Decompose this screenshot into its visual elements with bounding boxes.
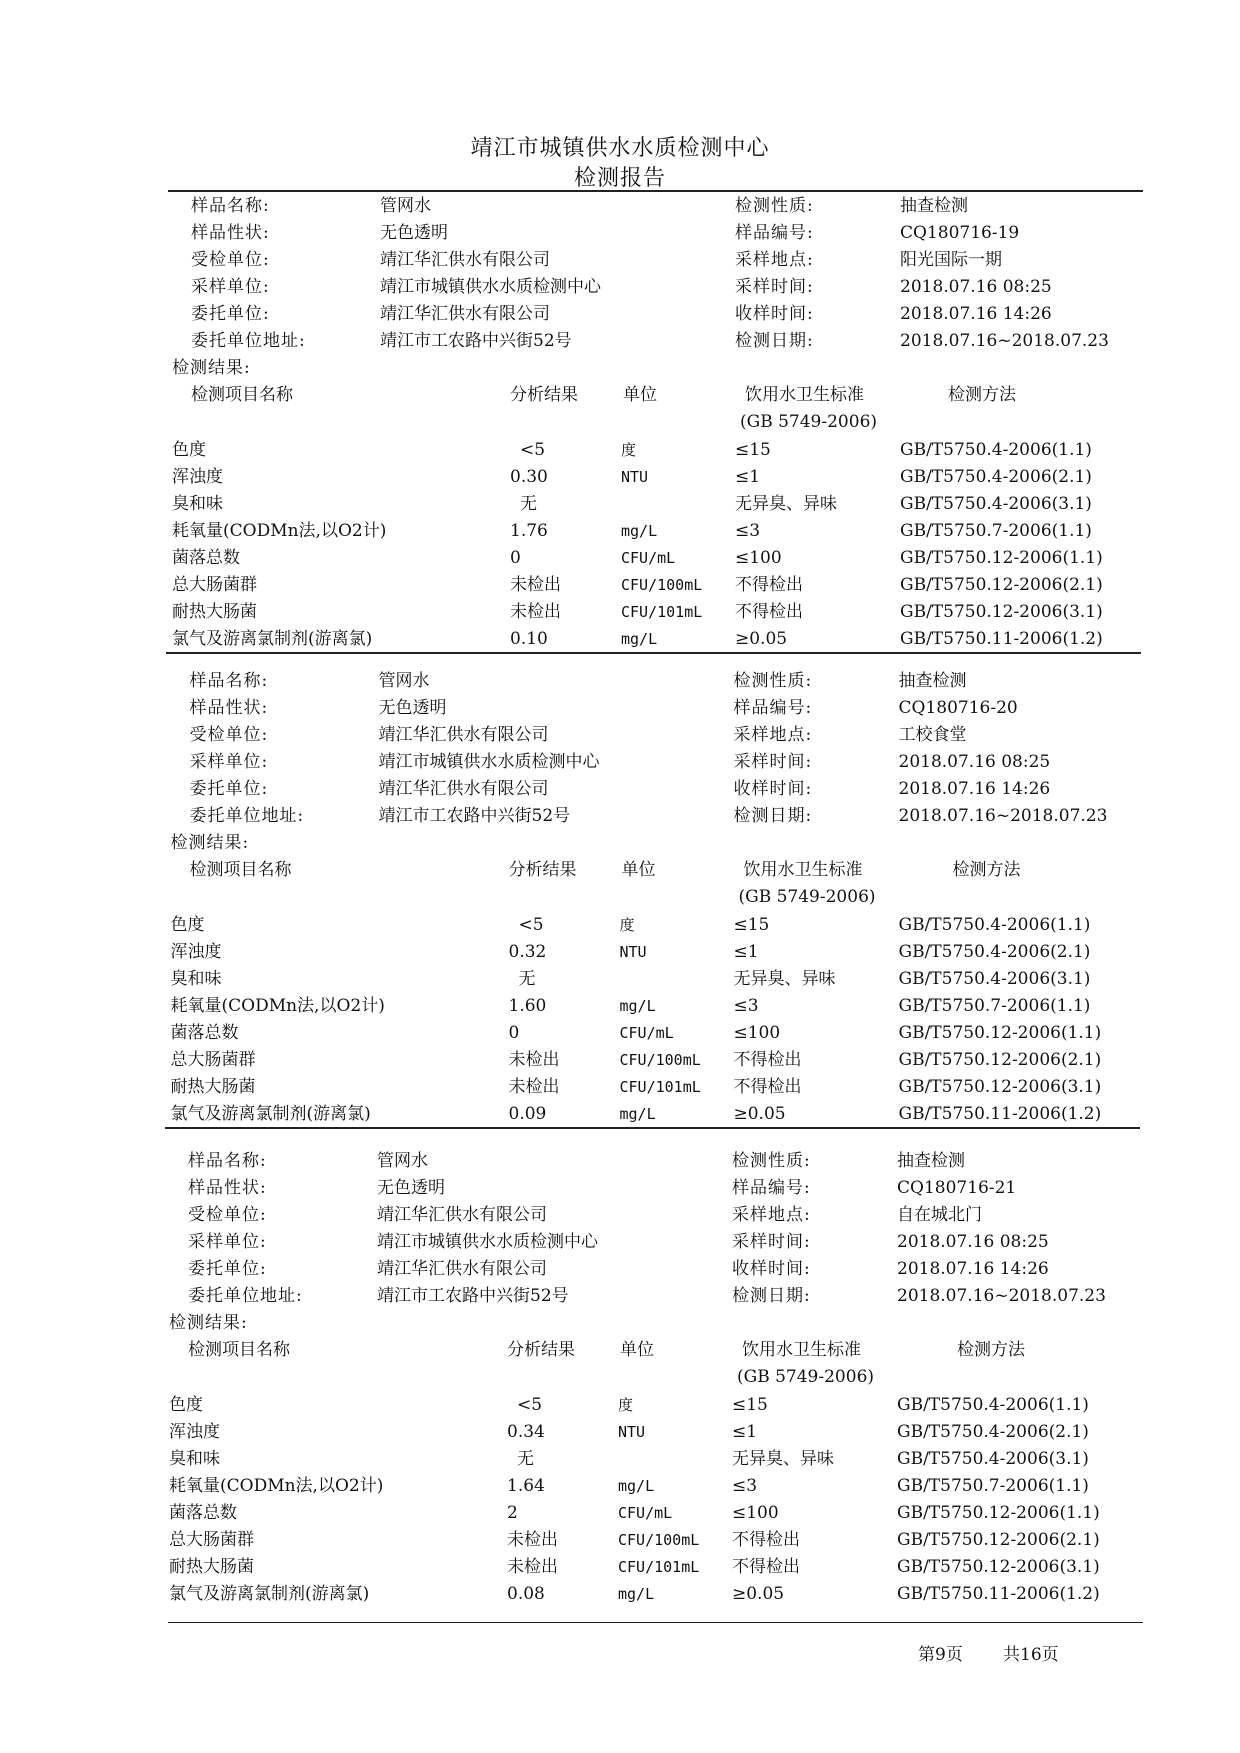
field-value-sample-no: CQ180716-21	[897, 1178, 1017, 1198]
field-label: 样品编号:	[732, 1178, 811, 1198]
result-value: 0.08	[507, 1584, 545, 1604]
field-value-client-address: 靖江市工农路中兴街52号	[377, 1286, 569, 1306]
field-label: 样品编号:	[735, 223, 814, 243]
item-name: 总大肠菌群	[172, 575, 257, 595]
field-label: 委托单位地址:	[188, 1286, 303, 1306]
result-value: 未检出	[510, 575, 561, 595]
field-value-sampling-time: 2018.07.16 08:25	[898, 752, 1051, 772]
unit-value: CFU/100mL	[621, 576, 703, 594]
column-header-standard-ref: (GB 5749-2006)	[737, 1367, 875, 1387]
field-value-sample-name: 管网水	[377, 1151, 428, 1171]
field-label: 采样地点:	[733, 725, 813, 745]
method-value: GB/T5750.4-2006(1.1)	[900, 440, 1092, 460]
field-label: 样品编号:	[733, 698, 813, 718]
field-value-receiving-time: 2018.07.16 14:26	[900, 304, 1052, 324]
unit-value: NTU	[618, 1423, 646, 1441]
item-name: 色度	[169, 1395, 203, 1415]
unit-value: CFU/101mL	[619, 1078, 701, 1096]
standard-limit: 不得检出	[735, 602, 803, 622]
result-value: 0	[508, 1023, 520, 1043]
result-value: 1.60	[508, 996, 547, 1016]
field-value-client-address: 靖江市工农路中兴街52号	[378, 806, 571, 826]
standard-limit: ≤100	[733, 1023, 781, 1043]
item-name: 耐热大肠菌	[170, 1077, 256, 1097]
field-label: 受检单位:	[191, 250, 270, 270]
result-value: 0.34	[507, 1422, 545, 1442]
standard-limit: ≤3	[735, 521, 761, 541]
column-header-standard: 饮用水卫生标准	[743, 860, 863, 880]
standard-limit: 不得检出	[735, 575, 803, 595]
method-value: GB/T5750.4-2006(3.1)	[900, 494, 1092, 514]
field-label: 采样地点:	[732, 1205, 811, 1225]
unit-value: NTU	[619, 943, 647, 961]
unit-value: CFU/mL	[619, 1024, 674, 1042]
unit-value: CFU/100mL	[618, 1531, 700, 1549]
field-value-test-nature: 抽查检测	[898, 671, 967, 691]
unit-value: mg/L	[619, 1105, 656, 1123]
field-value-sampling-location: 自在城北门	[897, 1205, 982, 1225]
field-label: 收样时间:	[735, 304, 814, 324]
field-label: 检测日期:	[735, 331, 814, 351]
column-header-standard: 饮用水卫生标准	[742, 1340, 861, 1360]
standard-limit: 无异臭、异味	[733, 969, 836, 989]
result-value: 无	[517, 1449, 534, 1469]
field-label: 受检单位:	[188, 1205, 267, 1225]
unit-value: mg/L	[621, 630, 658, 648]
result-value: <5	[518, 915, 544, 935]
column-header-standard: 饮用水卫生标准	[745, 385, 864, 405]
field-label: 委托单位:	[189, 779, 269, 799]
field-value-test-date: 2018.07.16~2018.07.23	[900, 331, 1109, 351]
method-value: GB/T5750.11-2006(1.2)	[900, 629, 1103, 649]
item-name: 菌落总数	[170, 1023, 239, 1043]
item-name: 浑浊度	[169, 1422, 220, 1442]
field-value-sample-name: 管网水	[378, 671, 430, 691]
standard-limit: ≤3	[732, 1476, 758, 1496]
field-value-sampling-unit: 靖江市城镇供水水质检测中心	[380, 277, 601, 297]
result-value: 0.30	[510, 467, 548, 487]
unit-value: NTU	[621, 468, 649, 486]
unit-value: CFU/mL	[618, 1504, 673, 1522]
result-value: 未检出	[507, 1530, 558, 1550]
field-label: 委托单位:	[188, 1259, 267, 1279]
result-value: 0.10	[510, 629, 548, 649]
result-value: <5	[517, 1395, 543, 1415]
field-label: 采样单位:	[189, 752, 269, 772]
column-header-method: 检测方法	[948, 385, 1016, 405]
item-name: 菌落总数	[169, 1503, 237, 1523]
field-value-client-unit: 靖江华汇供水有限公司	[377, 1259, 547, 1279]
item-name: 氯气及游离氯制剂(游离氯)	[169, 1584, 370, 1604]
column-header-unit: 单位	[623, 385, 657, 405]
field-value-sample-name: 管网水	[380, 196, 431, 216]
field-label: 受检单位:	[189, 725, 269, 745]
result-value: 无	[520, 494, 537, 514]
field-label: 检测日期:	[732, 1286, 811, 1306]
unit-value: mg/L	[621, 522, 658, 540]
standard-limit: ≥0.05	[732, 1584, 785, 1604]
unit-value: CFU/101mL	[621, 603, 703, 621]
field-label: 采样单位:	[188, 1232, 267, 1252]
item-name: 耗氧量(CODMn法,以O2计)	[172, 521, 387, 541]
field-label: 样品性状:	[191, 223, 270, 243]
result-value: 2	[507, 1503, 518, 1523]
field-label: 检测性质:	[732, 1151, 811, 1171]
standard-limit: 无异臭、异味	[732, 1449, 834, 1469]
field-label: 采样时间:	[735, 277, 814, 297]
method-value: GB/T5750.11-2006(1.2)	[898, 1104, 1102, 1124]
unit-value: mg/L	[618, 1585, 655, 1603]
field-value-sample-no: CQ180716-19	[900, 223, 1020, 243]
method-value: GB/T5750.12-2006(1.1)	[897, 1503, 1100, 1523]
method-value: GB/T5750.4-2006(3.1)	[897, 1449, 1089, 1469]
field-label: 样品名称:	[191, 196, 270, 216]
standard-limit: ≤100	[735, 548, 782, 568]
unit-value: 度	[619, 916, 635, 934]
standard-limit: ≥0.05	[735, 629, 788, 649]
item-name: 臭和味	[169, 1449, 220, 1469]
report-title: 检测报告	[573, 166, 666, 191]
standard-limit: ≤100	[732, 1503, 779, 1523]
method-value: GB/T5750.4-2006(2.1)	[900, 467, 1092, 487]
field-label: 检测性质:	[733, 671, 813, 691]
unit-value: CFU/100mL	[619, 1051, 701, 1069]
field-label: 委托单位地址:	[191, 331, 306, 351]
field-label: 采样地点:	[735, 250, 814, 270]
field-label: 样品名称:	[188, 1151, 267, 1171]
column-header-method: 检测方法	[952, 860, 1021, 880]
unit-value: CFU/mL	[621, 549, 676, 567]
method-value: GB/T5750.4-2006(2.1)	[897, 1422, 1089, 1442]
field-value-sample-state: 无色透明	[377, 1178, 445, 1198]
result-value: 1.76	[510, 521, 548, 541]
field-value-sample-state: 无色透明	[380, 223, 448, 243]
standard-limit: ≤15	[735, 440, 771, 460]
page-number: 第9页	[918, 1645, 963, 1665]
field-label: 检测日期:	[733, 806, 813, 826]
method-value: GB/T5750.12-2006(2.1)	[898, 1050, 1102, 1070]
result-value: 1.64	[507, 1476, 545, 1496]
results-heading: 检测结果:	[170, 833, 250, 853]
column-header-unit: 单位	[621, 860, 656, 880]
column-header-result: 分析结果	[510, 385, 578, 405]
section-rule	[166, 652, 1141, 654]
method-value: GB/T5750.12-2006(1.1)	[900, 548, 1103, 568]
field-label: 委托单位地址:	[189, 806, 305, 826]
field-value-inspected-unit: 靖江华汇供水有限公司	[378, 725, 549, 745]
standard-limit: ≤1	[733, 942, 759, 962]
item-name: 耐热大肠菌	[169, 1557, 254, 1577]
field-label: 样品性状:	[189, 698, 269, 718]
item-name: 氯气及游离氯制剂(游离氯)	[172, 629, 373, 649]
field-value-sampling-unit: 靖江市城镇供水水质检测中心	[377, 1232, 598, 1252]
field-value-receiving-time: 2018.07.16 14:26	[898, 779, 1051, 799]
method-value: GB/T5750.12-2006(3.1)	[898, 1077, 1102, 1097]
method-value: GB/T5750.11-2006(1.2)	[897, 1584, 1100, 1604]
field-value-sample-no: CQ180716-20	[898, 698, 1018, 718]
footer-rule	[168, 1622, 1143, 1623]
item-name: 耗氧量(CODMn法,以O2计)	[170, 996, 385, 1016]
result-value: 0.09	[508, 1104, 547, 1124]
results-heading: 检测结果:	[169, 1313, 248, 1333]
field-value-client-unit: 靖江华汇供水有限公司	[378, 779, 549, 799]
standard-limit: 不得检出	[733, 1077, 802, 1097]
field-label: 采样时间:	[733, 752, 813, 772]
method-value: GB/T5750.4-2006(3.1)	[898, 969, 1091, 989]
standard-limit: ≤15	[732, 1395, 768, 1415]
method-value: GB/T5750.12-2006(1.1)	[898, 1023, 1102, 1043]
item-name: 浑浊度	[170, 942, 222, 962]
standard-limit: 不得检出	[733, 1050, 802, 1070]
standard-limit: 无异臭、异味	[735, 494, 837, 514]
standard-limit: 不得检出	[732, 1530, 800, 1550]
standard-limit: ≥0.05	[733, 1104, 786, 1124]
item-name: 氯气及游离氯制剂(游离氯)	[170, 1104, 371, 1124]
column-header-item: 检测项目名称	[191, 385, 293, 405]
field-value-sample-state: 无色透明	[378, 698, 447, 718]
unit-value: 度	[618, 1396, 634, 1414]
field-label: 收样时间:	[733, 779, 813, 799]
method-value: GB/T5750.12-2006(2.1)	[897, 1530, 1100, 1550]
column-header-method: 检测方法	[957, 1340, 1025, 1360]
item-name: 耗氧量(CODMn法,以O2计)	[169, 1476, 384, 1496]
unit-value: mg/L	[618, 1477, 655, 1495]
standard-limit: 不得检出	[732, 1557, 800, 1577]
field-value-sampling-location: 阳光国际一期	[900, 250, 1002, 270]
field-value-receiving-time: 2018.07.16 14:26	[897, 1259, 1049, 1279]
field-label: 样品名称:	[189, 671, 269, 691]
unit-value: CFU/101mL	[618, 1558, 700, 1576]
field-value-sampling-time: 2018.07.16 08:25	[900, 277, 1052, 297]
item-name: 耐热大肠菌	[172, 602, 257, 622]
field-label: 收样时间:	[732, 1259, 811, 1279]
field-value-test-date: 2018.07.16~2018.07.23	[898, 806, 1108, 826]
item-name: 总大肠菌群	[169, 1530, 254, 1550]
method-value: GB/T5750.12-2006(3.1)	[897, 1557, 1100, 1577]
column-header-standard-ref: (GB 5749-2006)	[740, 412, 878, 432]
field-value-sampling-unit: 靖江市城镇供水水质检测中心	[378, 752, 600, 772]
field-value-test-nature: 抽查检测	[897, 1151, 965, 1171]
item-name: 菌落总数	[172, 548, 240, 568]
column-header-item: 检测项目名称	[188, 1340, 290, 1360]
method-value: GB/T5750.12-2006(2.1)	[900, 575, 1103, 595]
column-header-item: 检测项目名称	[189, 860, 292, 880]
result-value: 无	[518, 969, 536, 989]
field-value-sampling-time: 2018.07.16 08:25	[897, 1232, 1049, 1252]
result-value: 0	[510, 548, 521, 568]
unit-value: mg/L	[619, 997, 656, 1015]
field-label: 采样时间:	[732, 1232, 811, 1252]
item-name: 总大肠菌群	[170, 1050, 256, 1070]
result-value: <5	[520, 440, 546, 460]
results-heading: 检测结果:	[172, 358, 251, 378]
section-rule	[165, 1127, 1140, 1129]
field-value-test-nature: 抽查检测	[900, 196, 968, 216]
result-value: 未检出	[507, 1557, 558, 1577]
field-value-inspected-unit: 靖江华汇供水有限公司	[377, 1205, 547, 1225]
item-name: 色度	[172, 440, 206, 460]
method-value: GB/T5750.4-2006(1.1)	[898, 915, 1091, 935]
field-label: 检测性质:	[735, 196, 814, 216]
item-name: 浑浊度	[172, 467, 223, 487]
column-header-unit: 单位	[620, 1340, 654, 1360]
unit-value: 度	[621, 441, 637, 459]
standard-limit: ≤1	[735, 467, 761, 487]
page-total: 共16页	[1003, 1645, 1059, 1665]
item-name: 臭和味	[172, 494, 223, 514]
field-value-client-unit: 靖江华汇供水有限公司	[380, 304, 550, 324]
field-value-client-address: 靖江市工农路中兴街52号	[380, 331, 572, 351]
method-value: GB/T5750.4-2006(2.1)	[898, 942, 1091, 962]
column-header-standard-ref: (GB 5749-2006)	[738, 887, 876, 907]
result-value: 0.32	[508, 942, 547, 962]
field-value-inspected-unit: 靖江华汇供水有限公司	[380, 250, 550, 270]
field-label: 委托单位:	[191, 304, 270, 324]
result-value: 未检出	[508, 1077, 560, 1097]
method-value: GB/T5750.12-2006(3.1)	[900, 602, 1103, 622]
field-value-sampling-location: 工校食堂	[898, 725, 967, 745]
field-label: 采样单位:	[191, 277, 270, 297]
method-value: GB/T5750.4-2006(1.1)	[897, 1395, 1089, 1415]
standard-limit: ≤15	[733, 915, 770, 935]
item-name: 臭和味	[170, 969, 222, 989]
item-name: 色度	[170, 915, 205, 935]
standard-limit: ≤1	[732, 1422, 758, 1442]
result-value: 未检出	[508, 1050, 560, 1070]
column-header-result: 分析结果	[507, 1340, 575, 1360]
field-value-test-date: 2018.07.16~2018.07.23	[897, 1286, 1106, 1306]
method-value: GB/T5750.7-2006(1.1)	[897, 1476, 1089, 1496]
org-title: 靖江市城镇供水水质检测中心	[470, 136, 770, 161]
method-value: GB/T5750.7-2006(1.1)	[900, 521, 1092, 541]
method-value: GB/T5750.7-2006(1.1)	[898, 996, 1091, 1016]
column-header-result: 分析结果	[508, 860, 577, 880]
field-label: 样品性状:	[188, 1178, 267, 1198]
result-value: 未检出	[510, 602, 561, 622]
header-rule	[168, 190, 1143, 192]
standard-limit: ≤3	[733, 996, 759, 1016]
